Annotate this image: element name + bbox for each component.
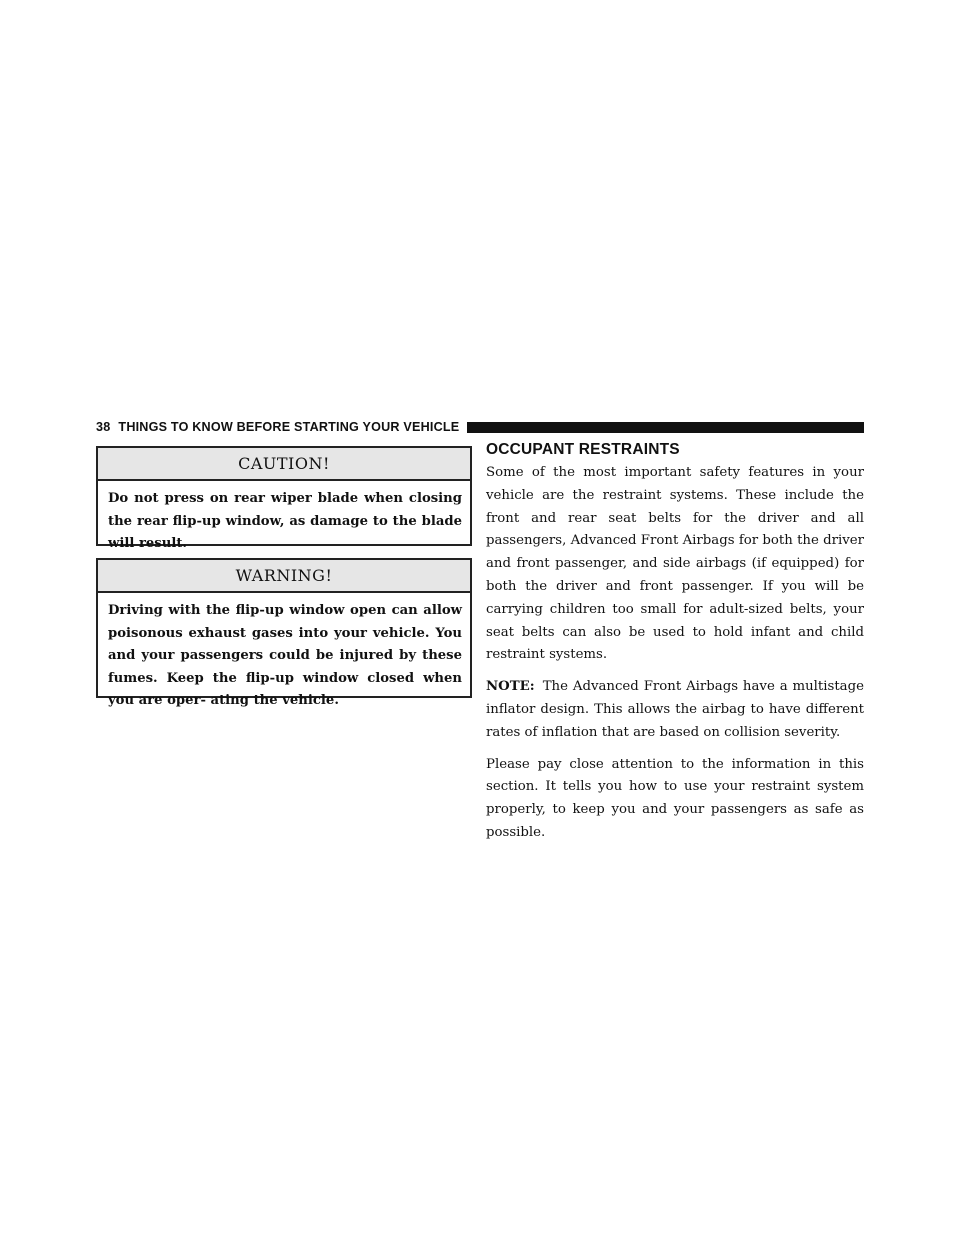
attention-paragraph: Please pay close attention to the information in this section. It tells you how to use your restraint system properly, to keep you and your passengers as safe as possible.	[486, 756, 864, 840]
warning-title: WARNING!	[98, 560, 470, 593]
caution-text: Do not press on rear wiper blade when closing the rear flip-up window, as damage to the blade will result.	[108, 491, 462, 551]
restraints-paragraph: Some of the most important safety features in your vehicle are the restraint systems. These include the front and rear seat belts for the driver and all passengers, Advanced Front Airbags for both the driver and front passenger, and side airbags (if equipped) for both the driver and front passenger. If you will be carrying children too small for adult-sized belts, your seat belts can also be used to hold infant and child restraint systems.	[486, 465, 864, 663]
page-header	[96, 418, 864, 436]
note-label: NOTE:	[486, 679, 535, 695]
note-paragraph	[486, 676, 864, 744]
running-title: THINGS TO KNOW BEFORE STARTING YOUR VEHICLE	[118, 420, 460, 434]
header-rule	[467, 422, 864, 433]
warning-text: Driving with the flip-up window open can allow poisonous exhaust gases into your vehicle. You and your passengers could be injured by these fumes. Keep the flip-up window closed when you are oper- ating the vehicle.	[108, 603, 462, 708]
page-number: 38	[96, 420, 111, 434]
occupant-restraints-section	[486, 440, 864, 854]
warning-box	[96, 558, 472, 708]
caution-box	[96, 446, 472, 551]
note-text: The Advanced Front Airbags have a multistage inflator design. This allows the airbag to have different rates of inflation that are based on collision severity.	[486, 679, 864, 740]
section-title: OCCUPANT RESTRAINTS	[486, 441, 680, 458]
caution-title: CAUTION!	[98, 448, 470, 481]
